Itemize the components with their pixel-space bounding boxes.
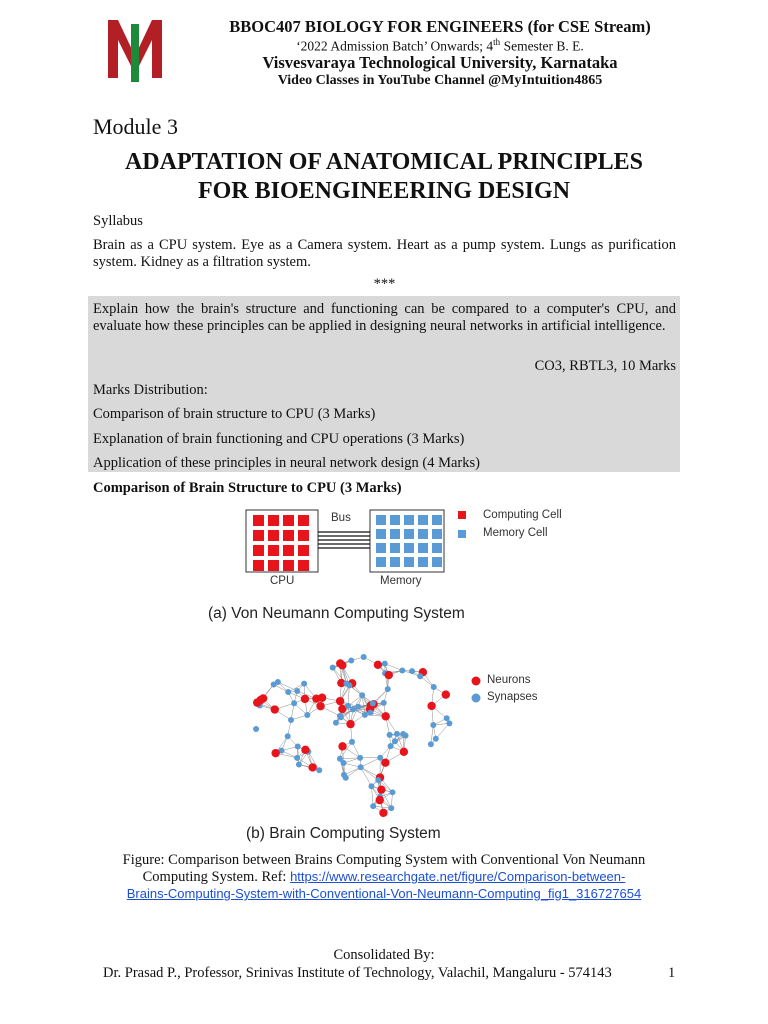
memory-cell bbox=[390, 543, 400, 553]
memory-cell bbox=[418, 515, 428, 525]
memory-cell bbox=[404, 515, 414, 525]
synapse-node bbox=[295, 743, 301, 749]
computing-cell-legend-icon bbox=[458, 511, 466, 519]
page-title: ADAPTATION OF ANATOMICAL PRINCIPLES FOR BIOENGINEERING DESIGN bbox=[124, 149, 644, 204]
memory-cell bbox=[432, 515, 442, 525]
neuron-node bbox=[377, 785, 385, 793]
synapse-node bbox=[399, 667, 405, 673]
reference-link-continued[interactable]: Brains-Computing-System-with-Conventional-Von-Neumann-Computing_fig1_316727654 bbox=[126, 886, 642, 901]
synapses-legend: Synapses bbox=[487, 691, 538, 703]
memory-cell bbox=[376, 543, 386, 553]
computing-cell bbox=[283, 560, 294, 571]
synapse-node bbox=[433, 736, 439, 742]
distribution-item: Application of these principles in neural network design (4 Marks) bbox=[93, 455, 480, 471]
synapses-legend-icon bbox=[472, 694, 481, 703]
neuron-node bbox=[301, 746, 309, 754]
logo-icon bbox=[104, 16, 166, 82]
neuron-node bbox=[346, 720, 354, 728]
synapse-node bbox=[387, 732, 393, 738]
synapse-node bbox=[430, 722, 436, 728]
synapse-node bbox=[333, 720, 339, 726]
neuron-node bbox=[336, 697, 344, 705]
computing-cell bbox=[268, 560, 279, 571]
memory-cell bbox=[404, 557, 414, 567]
synapse-node bbox=[390, 789, 396, 795]
neuron-node bbox=[385, 671, 393, 679]
synapse-node bbox=[444, 715, 450, 721]
section-heading: Comparison of Brain Structure to CPU (3 Marks) bbox=[93, 480, 402, 496]
neuron-node bbox=[253, 698, 261, 706]
synapse-node bbox=[304, 712, 310, 718]
neuron-node bbox=[374, 661, 382, 669]
synapse-node bbox=[400, 731, 406, 737]
synapse-node bbox=[358, 764, 364, 770]
memory-cell-legend-icon bbox=[458, 530, 466, 538]
synapse-node bbox=[294, 755, 300, 761]
synapse-node bbox=[288, 717, 294, 723]
computing-cell bbox=[253, 545, 264, 556]
synapse-node bbox=[409, 668, 415, 674]
network-edge bbox=[372, 786, 374, 806]
page-number: 1 bbox=[668, 965, 676, 981]
neuron-node bbox=[382, 712, 390, 720]
synapse-node bbox=[343, 775, 349, 781]
synapse-node bbox=[346, 682, 352, 688]
figure-a-caption: (a) Von Neumann Computing System bbox=[208, 605, 465, 622]
reference-link[interactable]: https://www.researchgate.net/figure/Comparison-between- bbox=[290, 869, 626, 884]
synapse-node bbox=[385, 686, 391, 692]
neuron-node bbox=[312, 694, 320, 702]
synapse-node bbox=[370, 700, 376, 706]
neurons-legend-icon bbox=[472, 677, 481, 686]
memory-cell bbox=[376, 557, 386, 567]
distribution-item: Explanation of brain functioning and CPU operations (3 Marks) bbox=[93, 431, 465, 447]
memory-cell bbox=[418, 543, 428, 553]
neuron-node bbox=[308, 763, 316, 771]
neuron-node bbox=[400, 748, 408, 756]
batch-info: ‘2022 Admission Batch’ Onwards; 4th Semester B. E. bbox=[296, 37, 584, 54]
synapse-node bbox=[316, 767, 322, 773]
synapse-node bbox=[275, 679, 281, 685]
synapse-node bbox=[359, 692, 365, 698]
synapse-node bbox=[428, 741, 434, 747]
neuron-node bbox=[376, 796, 384, 804]
synapse-node bbox=[253, 726, 259, 732]
computing-cell bbox=[283, 515, 294, 526]
computing-cell bbox=[298, 530, 309, 541]
synapse-node bbox=[348, 658, 354, 664]
neuron-node bbox=[271, 705, 279, 713]
figure-b-caption: (b) Brain Computing System bbox=[246, 825, 441, 842]
synapse-node bbox=[349, 739, 355, 745]
memory-cell bbox=[432, 543, 442, 553]
synapse-node bbox=[301, 681, 307, 687]
memory-cell bbox=[390, 529, 400, 539]
neuron-node bbox=[336, 659, 344, 667]
memory-cell bbox=[404, 543, 414, 553]
course-title: BBOC407 BIOLOGY FOR ENGINEERS (for CSE Stream) bbox=[229, 17, 651, 36]
synapse-node bbox=[388, 805, 394, 811]
memory-cell bbox=[432, 529, 442, 539]
neuron-node bbox=[379, 809, 387, 817]
memory-cell bbox=[404, 529, 414, 539]
network-edge bbox=[436, 723, 450, 738]
module-label: Module 3 bbox=[93, 114, 178, 139]
synapse-node bbox=[431, 684, 437, 690]
memory-cell bbox=[376, 529, 386, 539]
neuron-node bbox=[301, 695, 309, 703]
memory-cell bbox=[390, 515, 400, 525]
computing-cell bbox=[298, 515, 309, 526]
computing-cell bbox=[253, 560, 264, 571]
computing-cell-legend: Computing Cell bbox=[483, 509, 562, 521]
synapse-node bbox=[357, 755, 363, 761]
synapse-node bbox=[291, 700, 297, 706]
question-text: Explain how the brain's structure and functioning can be compared to a computer's CPU, and evaluate how these principles can be applied in designing neural networks in artificial intelligence. bbox=[93, 301, 676, 334]
synapse-node bbox=[369, 783, 375, 789]
synapse-node bbox=[370, 803, 376, 809]
network-edge bbox=[361, 758, 381, 768]
synapse-node bbox=[341, 760, 347, 766]
memory-cell bbox=[418, 557, 428, 567]
synapse-node bbox=[285, 689, 291, 695]
university-name: Visvesvaraya Technological University, Karnataka bbox=[262, 53, 618, 72]
synapse-node bbox=[382, 661, 388, 667]
network-edge bbox=[361, 767, 379, 780]
syllabus-text: Brain as a CPU system. Eye as a Camera system. Heart as a pump system. Lungs as purification system. Kidney as a filtration system. bbox=[93, 237, 676, 270]
computing-cell bbox=[253, 530, 264, 541]
synapse-node bbox=[337, 713, 343, 719]
channel-info: Video Classes in YouTube Channel @MyIntuition4865 bbox=[277, 73, 603, 88]
question-marks: CO3, RBTL3, 10 Marks bbox=[534, 358, 676, 374]
synapse-node bbox=[350, 707, 356, 713]
neuron-node bbox=[442, 690, 450, 698]
memory-cell bbox=[432, 557, 442, 567]
synapse-node bbox=[417, 673, 423, 679]
footer-author: Dr. Prasad P., Professor, Srinivas Institute of Technology, Valachil, Mangaluru - 574143 bbox=[103, 965, 612, 981]
computing-cell bbox=[253, 515, 264, 526]
neuron-node bbox=[271, 749, 279, 757]
synapse-node bbox=[367, 710, 373, 716]
synapse-node bbox=[296, 762, 302, 768]
neurons-legend: Neurons bbox=[487, 674, 531, 686]
synapse-node bbox=[392, 738, 398, 744]
neuron-node bbox=[338, 742, 346, 750]
footer-consolidated: Consolidated By: bbox=[333, 947, 435, 963]
synapse-node bbox=[345, 703, 351, 709]
memory-label: Memory bbox=[380, 575, 422, 587]
figure-caption: Figure: Comparison between Brains Computing System with Conventional Von Neumann Computing System. Ref: https://www.researchgate.net/figure/Comparison-between- Brains-Computing-System-with-Conventional-Von-Neumann-Computing_fig1_316727654 bbox=[122, 852, 646, 901]
bus-label: Bus bbox=[331, 512, 351, 524]
computing-cell bbox=[283, 530, 294, 541]
neuron-node bbox=[427, 702, 435, 710]
synapse-node bbox=[377, 755, 383, 761]
synapse-node bbox=[330, 665, 336, 671]
distribution-label: Marks Distribution: bbox=[93, 382, 208, 398]
synapse-node bbox=[375, 777, 381, 783]
computing-cell bbox=[268, 545, 279, 556]
syllabus-label: Syllabus bbox=[93, 213, 143, 229]
synapse-node bbox=[361, 654, 367, 660]
synapse-node bbox=[294, 688, 300, 694]
computing-cell bbox=[268, 515, 279, 526]
cpu-label: CPU bbox=[270, 575, 295, 587]
synapse-node bbox=[394, 731, 400, 737]
memory-cell bbox=[376, 515, 386, 525]
computing-cell bbox=[268, 530, 279, 541]
distribution-item: Comparison of brain structure to CPU (3 Marks) bbox=[93, 406, 376, 422]
synapse-node bbox=[362, 712, 368, 718]
memory-cell bbox=[390, 557, 400, 567]
memory-cell bbox=[418, 529, 428, 539]
synapse-node bbox=[388, 743, 394, 749]
synapse-node bbox=[381, 700, 387, 706]
synapse-node bbox=[355, 704, 361, 710]
neuron-node bbox=[316, 702, 324, 710]
computing-cell bbox=[283, 545, 294, 556]
memory-cell-legend: Memory Cell bbox=[483, 527, 548, 539]
separator: *** bbox=[373, 276, 396, 292]
synapse-node bbox=[446, 720, 452, 726]
computing-cell bbox=[298, 560, 309, 571]
neuron-node bbox=[381, 758, 389, 766]
computing-cell bbox=[298, 545, 309, 556]
synapse-node bbox=[285, 733, 291, 739]
